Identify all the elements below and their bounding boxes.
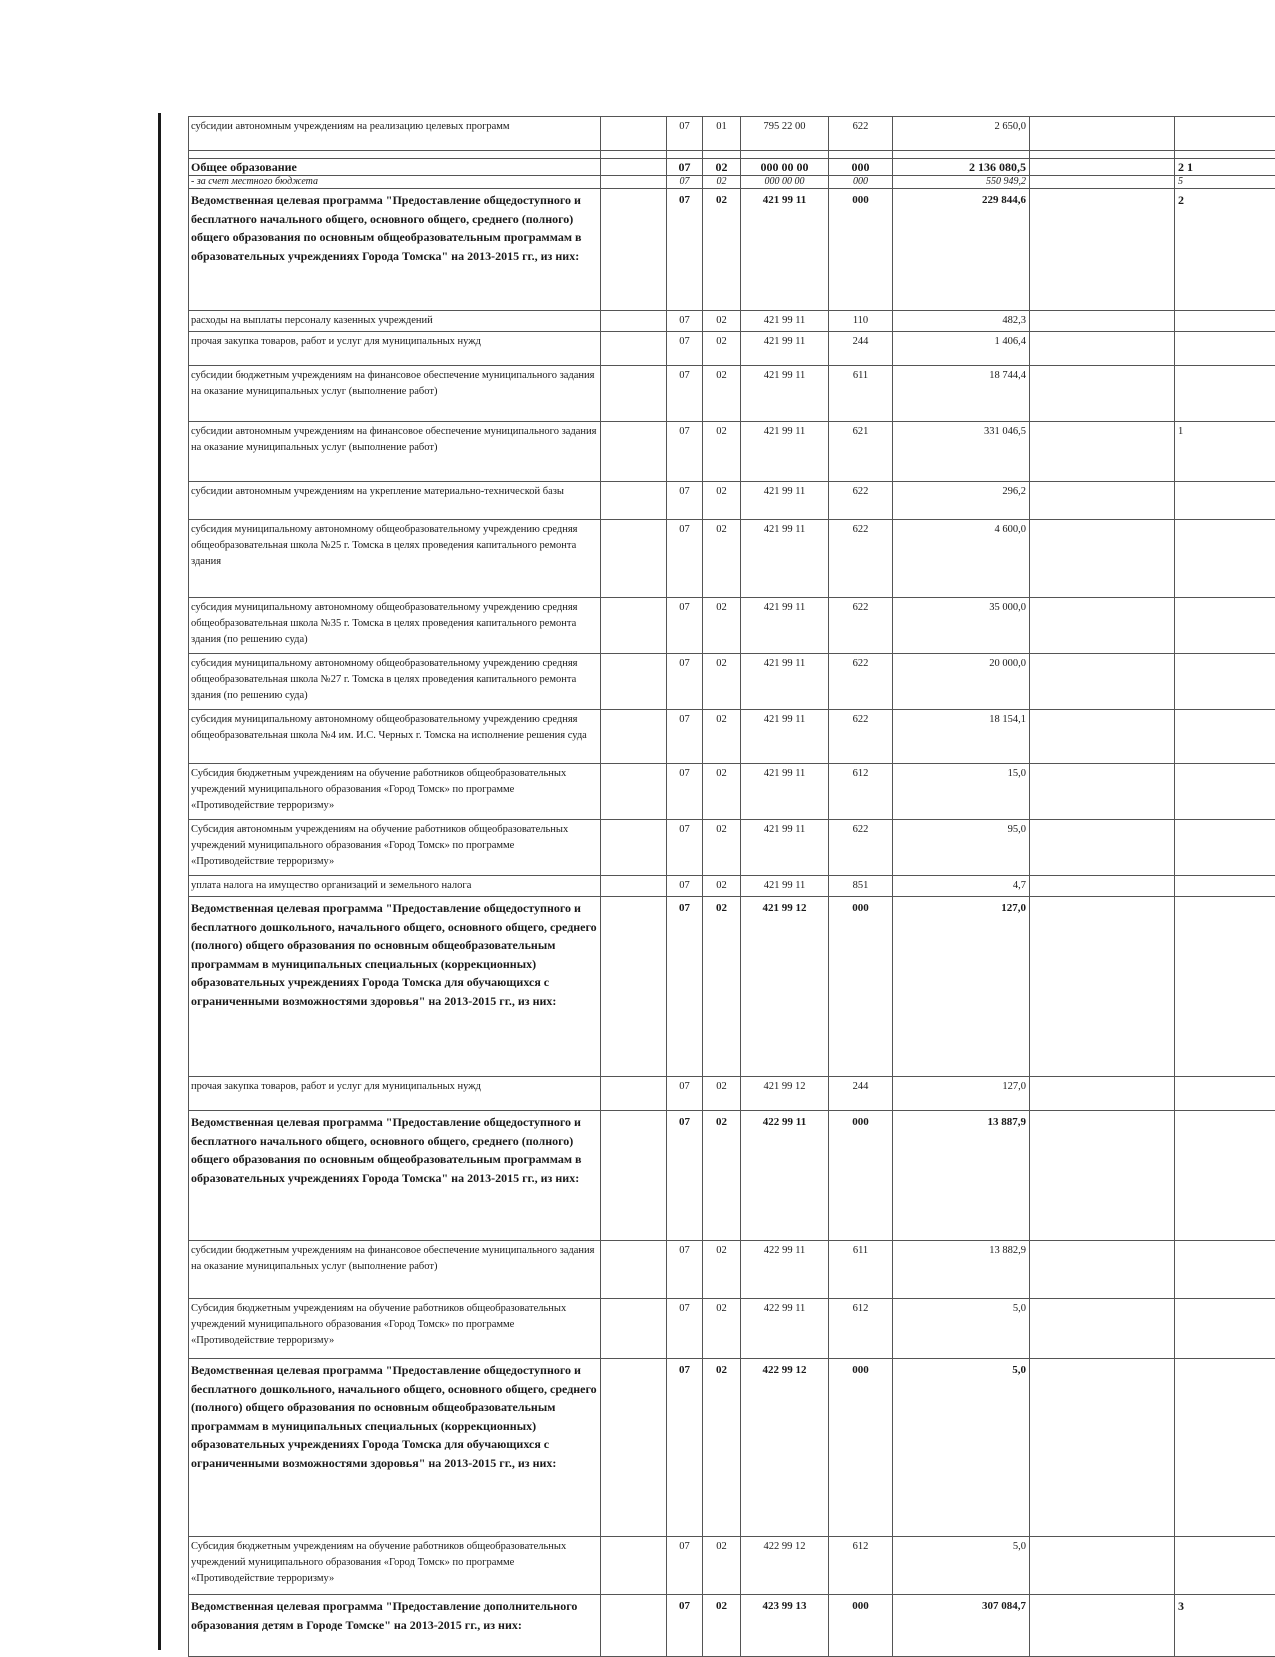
- row-section-code: 07: [667, 159, 703, 176]
- row-blank-cell: [1030, 189, 1175, 311]
- row-blank-cell: [1030, 1359, 1175, 1537]
- table-row: [189, 159, 1275, 176]
- row-blank-cell: [601, 422, 667, 482]
- row-blank-cell: [1030, 1241, 1175, 1299]
- row-amount-next: 1: [1175, 422, 1275, 482]
- row-expense-type: 000: [829, 159, 893, 176]
- row-description: субсидия муниципальному автономному общеобразовательному учреждению средняя общеобразовательная школа №27 г. Томска в целях проведения капитального ремонта здания (по решению суда): [189, 654, 601, 710]
- table-row: [189, 520, 1275, 598]
- row-description: субсидия муниципальному автономному общеобразовательному учреждению средняя общеобразовательная школа №35 г. Томска в целях проведения капитального ремонта здания (по решению суда): [189, 598, 601, 654]
- row-amount-next: [1175, 897, 1275, 1077]
- row-description: субсидии автономным учреждениям на реализацию целевых программ: [189, 117, 601, 151]
- row-amount: 13 887,9: [893, 1111, 1030, 1241]
- row-description: Субсидия бюджетным учреждениям на обучение работников общеобразовательных учреждений муниципального образования «Город Томск» по программе «Противодействие терроризму»: [189, 1299, 601, 1359]
- row-amount: 5,0: [893, 1359, 1030, 1537]
- row-amount-next: 5: [1175, 176, 1275, 189]
- row-target-code: 422 99 11: [741, 1111, 829, 1241]
- row-target-code: 421 99 12: [741, 897, 829, 1077]
- row-expense-type: 622: [829, 482, 893, 520]
- row-blank-cell: [601, 1299, 667, 1359]
- row-description: - за счет местного бюджета: [189, 176, 601, 189]
- row-section-code: 07: [667, 366, 703, 422]
- table-row: [189, 1299, 1275, 1359]
- row-amount: 550 949,2: [893, 176, 1030, 189]
- row-expense-type: [829, 151, 893, 159]
- row-description: Ведомственная целевая программа "Предоставление общедоступного и бесплатного дошкольного, начального общего, основного общего, среднего (полного) общего образования по основным общеобразовательным программам в муниципальных специальных (коррекционных) образовательных учреждениях Города Томска для обучающихся с ограниченными возможностями здоровья" на 2013-2015 гг., из них:: [189, 897, 601, 1077]
- row-subsection-code: 02: [703, 876, 741, 897]
- row-subsection-code: 02: [703, 520, 741, 598]
- row-blank-cell: [601, 820, 667, 876]
- row-amount: 2 650,0: [893, 117, 1030, 151]
- row-description: субсидии бюджетным учреждениям на финансовое обеспечение муниципального задания на оказание муниципальных услуг (выполнение работ): [189, 1241, 601, 1299]
- row-blank-cell: [601, 151, 667, 159]
- row-blank-cell: [601, 1111, 667, 1241]
- row-description: субсидия муниципальному автономному общеобразовательному учреждению средняя общеобразовательная школа №4 им. И.С. Черных г. Томска на исполнение решения суда: [189, 710, 601, 764]
- row-blank-cell: [1030, 176, 1175, 189]
- row-target-code: 421 99 11: [741, 820, 829, 876]
- row-section-code: 07: [667, 1595, 703, 1657]
- row-expense-type: 621: [829, 422, 893, 482]
- row-section-code: 07: [667, 654, 703, 710]
- row-description: [189, 151, 601, 159]
- row-description: прочая закупка товаров, работ и услуг для муниципальных нужд: [189, 332, 601, 366]
- row-amount-next: [1175, 482, 1275, 520]
- row-subsection-code: 02: [703, 654, 741, 710]
- table-row: [189, 189, 1275, 311]
- row-expense-type: 244: [829, 1077, 893, 1111]
- row-amount-next: [1175, 1537, 1275, 1595]
- row-expense-type: 611: [829, 1241, 893, 1299]
- row-target-code: 421 99 11: [741, 710, 829, 764]
- row-blank-cell: [601, 710, 667, 764]
- row-expense-type: 612: [829, 1537, 893, 1595]
- row-section-code: 07: [667, 1241, 703, 1299]
- row-blank-cell: [1030, 1077, 1175, 1111]
- row-section-code: 07: [667, 520, 703, 598]
- row-subsection-code: 02: [703, 764, 741, 820]
- row-expense-type: 612: [829, 764, 893, 820]
- row-target-code: 421 99 11: [741, 332, 829, 366]
- table-row: [189, 482, 1275, 520]
- row-expense-type: 000: [829, 1111, 893, 1241]
- row-amount: 331 046,5: [893, 422, 1030, 482]
- row-section-code: 07: [667, 332, 703, 366]
- row-amount-next: [1175, 654, 1275, 710]
- row-description: субсидия муниципальному автономному общеобразовательному учреждению средняя общеобразовательная школа №25 г. Томска в целях проведения капитального ремонта здания: [189, 520, 601, 598]
- row-amount: 127,0: [893, 897, 1030, 1077]
- row-amount: 229 844,6: [893, 189, 1030, 311]
- row-description: субсидии автономным учреждениям на укрепление материально-технической базы: [189, 482, 601, 520]
- row-target-code: 423 99 13: [741, 1595, 829, 1657]
- row-amount: 15,0: [893, 764, 1030, 820]
- row-amount: 2 136 080,5: [893, 159, 1030, 176]
- row-description: расходы на выплаты персоналу казенных учреждений: [189, 311, 601, 332]
- row-amount: [893, 151, 1030, 159]
- row-section-code: 07: [667, 1537, 703, 1595]
- row-amount: 5,0: [893, 1537, 1030, 1595]
- row-description: субсидии бюджетным учреждениям на финансовое обеспечение муниципального задания на оказание муниципальных услуг (выполнение работ): [189, 366, 601, 422]
- row-target-code: 000 00 00: [741, 159, 829, 176]
- row-section-code: 07: [667, 117, 703, 151]
- row-subsection-code: 02: [703, 366, 741, 422]
- row-subsection-code: 02: [703, 598, 741, 654]
- row-subsection-code: 02: [703, 1077, 741, 1111]
- row-blank-cell: [601, 176, 667, 189]
- row-amount: 4 600,0: [893, 520, 1030, 598]
- row-blank-cell: [1030, 366, 1175, 422]
- row-blank-cell: [1030, 897, 1175, 1077]
- row-amount-next: [1175, 1359, 1275, 1537]
- row-expense-type: 851: [829, 876, 893, 897]
- row-description: прочая закупка товаров, работ и услуг для муниципальных нужд: [189, 1077, 601, 1111]
- row-expense-type: 622: [829, 710, 893, 764]
- row-target-code: 421 99 11: [741, 654, 829, 710]
- row-blank-cell: [601, 117, 667, 151]
- budget-table: [188, 116, 1275, 1657]
- row-description: Общее образование: [189, 159, 601, 176]
- row-blank-cell: [601, 332, 667, 366]
- row-subsection-code: 02: [703, 482, 741, 520]
- row-amount-next: 3: [1175, 1595, 1275, 1657]
- row-description: Ведомственная целевая программа "Предоставление общедоступного и бесплатного начального общего, основного общего, среднего (полного) общего образования по основным общеобразовательным программам в образовательных учреждениях Города Томска" на 2013-2015 гг., из них:: [189, 189, 601, 311]
- table-row: [189, 1111, 1275, 1241]
- row-blank-cell: [601, 366, 667, 422]
- row-subsection-code: 02: [703, 897, 741, 1077]
- row-description: Ведомственная целевая программа "Предоставление дополнительного образования детям в Городе Томске" на 2013-2015 гг., из них:: [189, 1595, 601, 1657]
- row-section-code: 07: [667, 1077, 703, 1111]
- table-row: [189, 1359, 1275, 1537]
- row-subsection-code: 02: [703, 422, 741, 482]
- row-expense-type: 244: [829, 332, 893, 366]
- row-amount-next: [1175, 1241, 1275, 1299]
- row-expense-type: 000: [829, 1595, 893, 1657]
- row-expense-type: 622: [829, 117, 893, 151]
- row-amount: 127,0: [893, 1077, 1030, 1111]
- row-target-code: [741, 151, 829, 159]
- row-target-code: 422 99 12: [741, 1359, 829, 1537]
- table-row: [189, 897, 1275, 1077]
- row-section-code: 07: [667, 189, 703, 311]
- row-blank-cell: [601, 520, 667, 598]
- row-section-code: 07: [667, 1299, 703, 1359]
- row-amount-next: [1175, 710, 1275, 764]
- row-amount-next: [1175, 820, 1275, 876]
- table-row: [189, 820, 1275, 876]
- row-amount-next: [1175, 117, 1275, 151]
- row-amount-next: [1175, 151, 1275, 159]
- row-section-code: 07: [667, 598, 703, 654]
- row-section-code: 07: [667, 897, 703, 1077]
- row-blank-cell: [601, 1359, 667, 1537]
- row-target-code: 421 99 11: [741, 189, 829, 311]
- row-expense-type: 612: [829, 1299, 893, 1359]
- row-blank-cell: [1030, 117, 1175, 151]
- row-expense-type: 000: [829, 189, 893, 311]
- table-row: [189, 876, 1275, 897]
- row-section-code: 07: [667, 422, 703, 482]
- row-amount: 1 406,4: [893, 332, 1030, 366]
- row-target-code: 421 99 11: [741, 876, 829, 897]
- row-blank-cell: [601, 897, 667, 1077]
- row-blank-cell: [1030, 1111, 1175, 1241]
- row-subsection-code: 02: [703, 1595, 741, 1657]
- row-blank-cell: [1030, 876, 1175, 897]
- row-blank-cell: [1030, 332, 1175, 366]
- row-expense-type: 000: [829, 1359, 893, 1537]
- row-target-code: 421 99 11: [741, 366, 829, 422]
- row-description: уплата налога на имущество организаций и земельного налога: [189, 876, 601, 897]
- row-section-code: 07: [667, 176, 703, 189]
- row-section-code: 07: [667, 1359, 703, 1537]
- row-amount-next: [1175, 1077, 1275, 1111]
- row-blank-cell: [1030, 520, 1175, 598]
- row-target-code: 421 99 11: [741, 422, 829, 482]
- row-blank-cell: [601, 598, 667, 654]
- row-section-code: 07: [667, 876, 703, 897]
- row-subsection-code: 02: [703, 176, 741, 189]
- table-row: [189, 1241, 1275, 1299]
- budget-table-container: [188, 116, 1275, 1657]
- row-amount: 296,2: [893, 482, 1030, 520]
- table-row: [189, 1595, 1275, 1657]
- row-section-code: [667, 151, 703, 159]
- row-expense-type: 611: [829, 366, 893, 422]
- row-amount: 4,7: [893, 876, 1030, 897]
- row-amount: 18 154,1: [893, 710, 1030, 764]
- row-blank-cell: [601, 189, 667, 311]
- row-blank-cell: [601, 764, 667, 820]
- table-row: [189, 1537, 1275, 1595]
- row-blank-cell: [1030, 1299, 1175, 1359]
- row-description: Субсидия бюджетным учреждениям на обучение работников общеобразовательных учреждений муниципального образования «Город Томск» по программе «Противодействие терроризму»: [189, 764, 601, 820]
- row-blank-cell: [601, 876, 667, 897]
- row-target-code: 000 00 00: [741, 176, 829, 189]
- row-description: Субсидия автономным учреждениям на обучение работников общеобразовательных учреждений муниципального образования «Город Томск» по программе «Противодействие терроризму»: [189, 820, 601, 876]
- row-blank-cell: [1030, 820, 1175, 876]
- row-target-code: 421 99 11: [741, 311, 829, 332]
- row-blank-cell: [601, 482, 667, 520]
- row-subsection-code: 02: [703, 332, 741, 366]
- table-row: [189, 764, 1275, 820]
- row-target-code: 421 99 11: [741, 520, 829, 598]
- table-row: [189, 366, 1275, 422]
- row-subsection-code: 02: [703, 159, 741, 176]
- row-subsection-code: 02: [703, 820, 741, 876]
- row-expense-type: 000: [829, 897, 893, 1077]
- spacer-row: [189, 151, 1275, 159]
- row-blank-cell: [601, 1595, 667, 1657]
- row-subsection-code: 02: [703, 1537, 741, 1595]
- row-amount-next: [1175, 1111, 1275, 1241]
- row-target-code: 422 99 11: [741, 1241, 829, 1299]
- row-amount-next: [1175, 311, 1275, 332]
- row-expense-type: 000: [829, 176, 893, 189]
- table-row: [189, 422, 1275, 482]
- row-amount-next: [1175, 598, 1275, 654]
- row-blank-cell: [1030, 710, 1175, 764]
- row-blank-cell: [601, 1241, 667, 1299]
- row-description: субсидии автономным учреждениям на финансовое обеспечение муниципального задания на оказание муниципальных услуг (выполнение работ): [189, 422, 601, 482]
- row-amount-next: 2 1: [1175, 159, 1275, 176]
- row-subsection-code: 02: [703, 1111, 741, 1241]
- row-amount: 95,0: [893, 820, 1030, 876]
- budget-table-body: [189, 117, 1275, 1657]
- row-target-code: 421 99 11: [741, 598, 829, 654]
- row-amount: 5,0: [893, 1299, 1030, 1359]
- row-target-code: 421 99 11: [741, 482, 829, 520]
- row-blank-cell: [1030, 1595, 1175, 1657]
- row-target-code: 421 99 12: [741, 1077, 829, 1111]
- table-row: [189, 332, 1275, 366]
- row-expense-type: 622: [829, 520, 893, 598]
- row-blank-cell: [1030, 311, 1175, 332]
- row-expense-type: 622: [829, 820, 893, 876]
- table-row: [189, 598, 1275, 654]
- row-subsection-code: 01: [703, 117, 741, 151]
- row-amount: 18 744,4: [893, 366, 1030, 422]
- row-expense-type: 110: [829, 311, 893, 332]
- row-amount: 35 000,0: [893, 598, 1030, 654]
- row-blank-cell: [601, 311, 667, 332]
- row-blank-cell: [1030, 482, 1175, 520]
- row-description: Ведомственная целевая программа "Предоставление общедоступного и бесплатного начального общего, основного общего, среднего (полного) общего образования по основным общеобразовательным программам в образовательных учреждениях Города Томска" на 2013-2015 гг., из них:: [189, 1111, 601, 1241]
- row-target-code: 422 99 12: [741, 1537, 829, 1595]
- row-subsection-code: 02: [703, 1299, 741, 1359]
- row-amount-next: 2: [1175, 189, 1275, 311]
- row-blank-cell: [1030, 159, 1175, 176]
- row-subsection-code: 02: [703, 1241, 741, 1299]
- row-subsection-code: 02: [703, 710, 741, 764]
- row-section-code: 07: [667, 710, 703, 764]
- row-blank-cell: [1030, 598, 1175, 654]
- row-subsection-code: 02: [703, 311, 741, 332]
- page-margin-line: [158, 113, 161, 1650]
- table-row: [189, 117, 1275, 151]
- row-blank-cell: [601, 1077, 667, 1111]
- row-amount-next: [1175, 520, 1275, 598]
- row-blank-cell: [601, 1537, 667, 1595]
- row-amount-next: [1175, 1299, 1275, 1359]
- row-blank-cell: [1030, 1537, 1175, 1595]
- row-expense-type: 622: [829, 598, 893, 654]
- row-target-code: 422 99 11: [741, 1299, 829, 1359]
- row-blank-cell: [601, 159, 667, 176]
- row-section-code: 07: [667, 311, 703, 332]
- row-target-code: 795 22 00: [741, 117, 829, 151]
- row-subsection-code: [703, 151, 741, 159]
- table-row: [189, 311, 1275, 332]
- row-amount: 20 000,0: [893, 654, 1030, 710]
- table-row: [189, 176, 1275, 189]
- row-amount-next: [1175, 764, 1275, 820]
- row-amount-next: [1175, 366, 1275, 422]
- table-row: [189, 654, 1275, 710]
- row-amount: 482,3: [893, 311, 1030, 332]
- table-row: [189, 710, 1275, 764]
- row-expense-type: 622: [829, 654, 893, 710]
- table-row: [189, 1077, 1275, 1111]
- row-blank-cell: [1030, 654, 1175, 710]
- row-amount: 13 882,9: [893, 1241, 1030, 1299]
- row-amount: 307 084,7: [893, 1595, 1030, 1657]
- row-target-code: 421 99 11: [741, 764, 829, 820]
- row-section-code: 07: [667, 1111, 703, 1241]
- row-description: Субсидия бюджетным учреждениям на обучение работников общеобразовательных учреждений муниципального образования «Город Томск» по программе «Противодействие терроризму»: [189, 1537, 601, 1595]
- row-section-code: 07: [667, 764, 703, 820]
- row-subsection-code: 02: [703, 189, 741, 311]
- row-amount-next: [1175, 332, 1275, 366]
- row-blank-cell: [1030, 422, 1175, 482]
- row-blank-cell: [1030, 764, 1175, 820]
- row-description: Ведомственная целевая программа "Предоставление общедоступного и бесплатного дошкольного, начального общего, основного общего, среднего (полного) общего образования по основным общеобразовательным программам в муниципальных специальных (коррекционных) образовательных учреждениях Города Томска для обучающихся с ограниченными возможностями здоровья" на 2013-2015 гг., из них:: [189, 1359, 601, 1537]
- row-subsection-code: 02: [703, 1359, 741, 1537]
- row-section-code: 07: [667, 820, 703, 876]
- row-blank-cell: [1030, 151, 1175, 159]
- row-amount-next: [1175, 876, 1275, 897]
- row-blank-cell: [601, 654, 667, 710]
- row-section-code: 07: [667, 482, 703, 520]
